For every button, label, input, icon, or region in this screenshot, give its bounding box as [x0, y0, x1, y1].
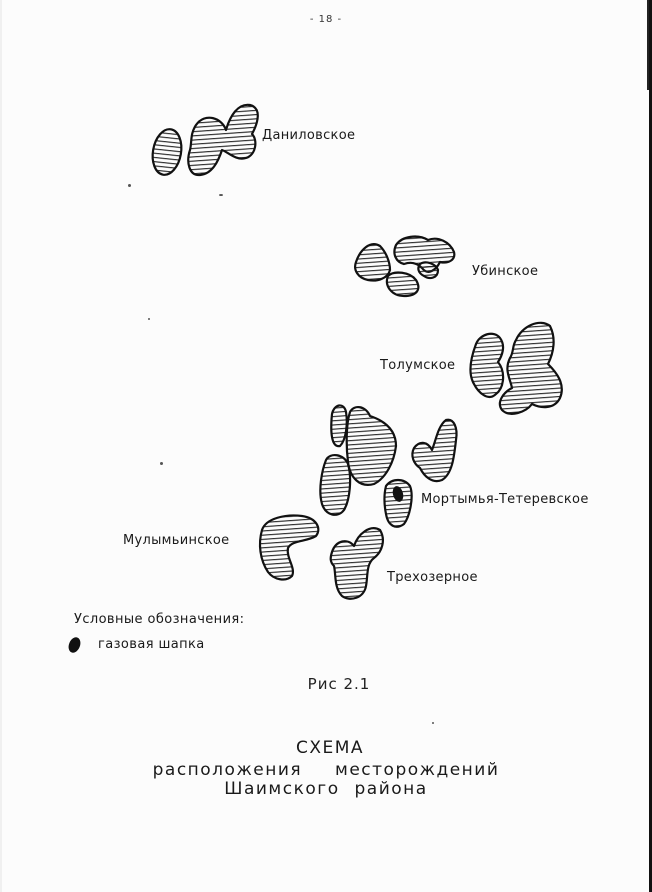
- scan-speck: [219, 194, 223, 196]
- field-ubinskoe-shape: [355, 237, 454, 296]
- label-danilovskoe: Даниловское: [262, 128, 356, 143]
- legend-title: Условные обозначения:: [74, 612, 245, 627]
- scan-speck: [432, 722, 434, 724]
- field-trekhozernoe-shape: [331, 528, 383, 599]
- label-tolumskoe: Толумское: [380, 358, 456, 373]
- label-mulymyinskoe: Мулымьинское: [123, 533, 230, 548]
- label-mortymya-teterevskoe: Мортымья-Тетеревское: [421, 492, 589, 507]
- figure-label: Рис 2.1: [307, 675, 371, 693]
- caption-line-3: Шаимского района: [224, 779, 428, 799]
- legend-item-gas-cap: газовая шапка: [98, 637, 205, 652]
- scan-speck: [148, 318, 150, 320]
- field-danilovskoe-shape: [149, 105, 258, 177]
- caption-title: СХЕМА: [295, 738, 365, 758]
- caption-line-2: расположения месторождений: [152, 760, 500, 780]
- scan-speck: [160, 462, 163, 465]
- label-trekhozernoe: Трехозерное: [387, 570, 478, 585]
- field-mortymya-teterevskoe-shape: [320, 405, 456, 526]
- page-number: - 18 -: [309, 14, 343, 25]
- field-mulymyinskoe-shape: [260, 516, 318, 580]
- label-ubinskoe: Убинское: [472, 264, 539, 279]
- scan-speck: [128, 184, 131, 187]
- field-tolumskoe-shape: [470, 323, 561, 414]
